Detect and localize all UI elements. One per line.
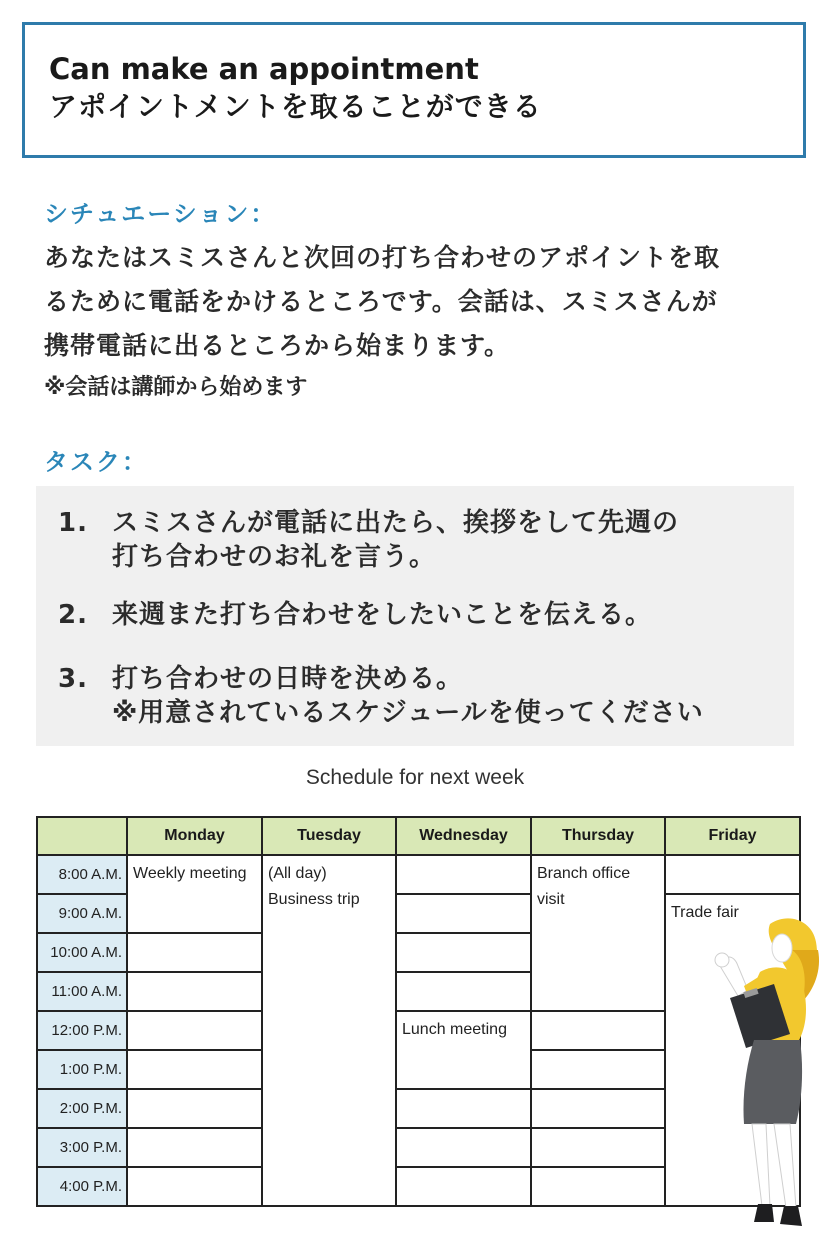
situation-line: 携帯電話に出るところから始まります。 xyxy=(44,331,511,360)
wednesday-lunch-meeting: Lunch meeting xyxy=(396,1011,531,1089)
task-item xyxy=(58,598,652,632)
task-line: スミスさんが電話に出たら、挨拶をして先週の xyxy=(112,508,680,538)
day-header-friday: Friday xyxy=(665,817,800,855)
schedule-cell xyxy=(127,933,262,972)
thursday-branch-visit xyxy=(531,855,665,1011)
schedule-header-row xyxy=(37,817,800,855)
event-line: Business trip xyxy=(268,891,360,908)
task-line: 来週また打ち合わせをしたいことを伝える。 xyxy=(112,600,653,630)
time-label: 12:00 P.M. xyxy=(37,1011,127,1050)
event-line: (All day) xyxy=(268,865,327,882)
schedule-cell xyxy=(127,1089,262,1128)
schedule-table xyxy=(36,816,801,1207)
schedule-cell xyxy=(531,1128,665,1167)
situation-line: るために電話をかけるところです。会話は、スミスさんが xyxy=(44,287,718,316)
schedule-cell xyxy=(396,1167,531,1206)
time-label: 9:00 A.M. xyxy=(37,894,127,933)
schedule-cell xyxy=(127,1011,262,1050)
task-line: ※用意されているスケジュールを使ってください xyxy=(112,698,704,728)
schedule-cell xyxy=(531,1089,665,1128)
schedule-cell xyxy=(396,1128,531,1167)
schedule-cell xyxy=(127,1128,262,1167)
schedule-cell xyxy=(396,1089,531,1128)
schedule-cell xyxy=(396,933,531,972)
task-number: 2. xyxy=(58,600,88,630)
time-label: 8:00 A.M. xyxy=(37,855,127,894)
schedule-cell xyxy=(127,1167,262,1206)
schedule-cell xyxy=(396,894,531,933)
task-line: 打ち合わせのお礼を言う。 xyxy=(112,542,437,572)
event-line: visit xyxy=(537,891,565,908)
time-label: 10:00 A.M. xyxy=(37,933,127,972)
day-header-tuesday: Tuesday xyxy=(262,817,396,855)
title-box xyxy=(22,22,806,158)
time-label: 4:00 P.M. xyxy=(37,1167,127,1206)
schedule-cell xyxy=(531,1011,665,1050)
tuesday-business-trip xyxy=(262,855,396,1206)
day-header-monday: Monday xyxy=(127,817,262,855)
task-line: 打ち合わせの日時を決める。 xyxy=(112,664,464,694)
schedule-cell xyxy=(127,972,262,1011)
title-english: Can make an appointment xyxy=(49,52,479,86)
time-label: 1:00 P.M. xyxy=(37,1050,127,1089)
schedule-cell xyxy=(127,1050,262,1089)
situation-heading: シチュエーション： xyxy=(44,200,277,228)
businesswoman-illustration xyxy=(700,910,826,1236)
situation-note: ※会話は講師から始めます xyxy=(44,375,308,400)
schedule-title: Schedule for next week xyxy=(305,766,525,789)
event-line: Branch office xyxy=(537,865,631,882)
schedule-cell xyxy=(531,1167,665,1206)
schedule-cell xyxy=(396,855,531,894)
schedule-cell xyxy=(665,855,800,894)
time-label: 11:00 A.M. xyxy=(37,972,127,1011)
day-header-wednesday: Wednesday xyxy=(396,817,531,855)
day-header-thursday: Thursday xyxy=(531,817,665,855)
title-japanese: アポイントメントを取ることができる xyxy=(49,90,542,123)
task-item xyxy=(58,662,704,730)
time-label: 3:00 P.M. xyxy=(37,1128,127,1167)
task-box xyxy=(36,486,794,746)
task-item xyxy=(58,506,679,574)
schedule-cell xyxy=(396,972,531,1011)
situation-text xyxy=(44,236,804,368)
time-label: 2:00 P.M. xyxy=(37,1089,127,1128)
situation-line: あなたはスミスさんと次回の打ち合わせのアポイントを取 xyxy=(44,243,721,272)
task-number: 1. xyxy=(58,508,88,538)
monday-weekly-meeting: Weekly meeting xyxy=(127,855,262,933)
task-heading: タスク： xyxy=(44,448,148,476)
table-row xyxy=(37,855,800,894)
friday-trade-fair: Trade fair xyxy=(665,894,800,1206)
task-number: 3. xyxy=(58,664,88,694)
schedule-cell xyxy=(531,1050,665,1089)
corner-cell xyxy=(37,817,127,855)
